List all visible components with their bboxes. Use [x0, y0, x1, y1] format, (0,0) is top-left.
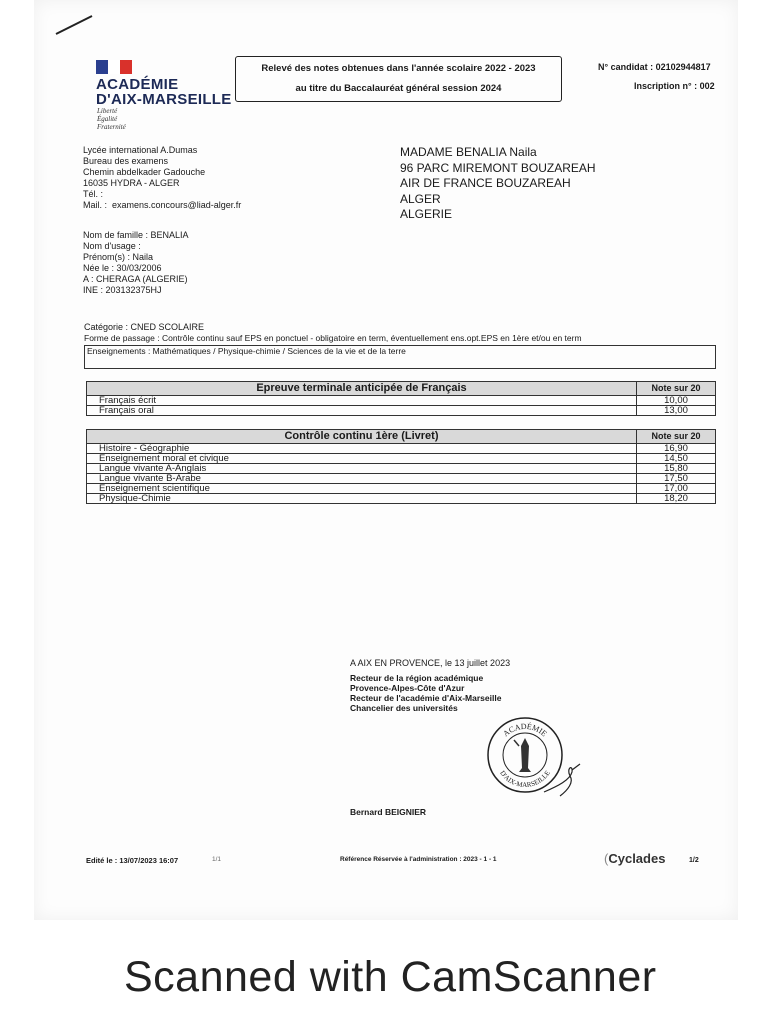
document-title-box [235, 56, 562, 102]
page-small: 1/1 [212, 856, 222, 863]
admin-reference: Référence Réservée à l'administration : 2023 - 1 - 1 [340, 856, 497, 863]
note-header: Note sur 20 [637, 382, 716, 396]
table-row: Français oral 13,00 [87, 406, 716, 416]
table-title: Contrôle continu 1ère (Livret) [87, 430, 637, 444]
document-title: Relevé des notes obtenues dans l'année scolaire 2022 - 2023 [261, 63, 536, 74]
passage-line: Forme de passage : Contrôle continu sauf EPS en ponctuel - obligatoire en term, éventuellement ens.opt.EPS en 1ère et/ou en term [84, 333, 582, 343]
republic-motto: Liberté Égalité Fraternité [97, 107, 126, 131]
signature-icon [540, 752, 590, 802]
table-row: Enseignement scientifique 17,00 [87, 484, 716, 494]
signatory-name: Bernard BEIGNIER [350, 807, 427, 817]
candidate-number: N° candidat : 02102944817 [598, 62, 711, 72]
cyclades-logo: (Cyclades [604, 851, 666, 866]
inscription-number: Inscription n° : 002 [634, 81, 715, 91]
table-row: Physique-Chimie 18,20 [87, 494, 716, 504]
table-row: Enseignement moral et civique 14,50 [87, 454, 716, 464]
academie-logo: ACADÉMIE D'AIX-MARSEILLE [96, 76, 232, 108]
document-subtitle: au titre du Baccalauréat général session 2024 [295, 83, 502, 94]
svg-text:ACADÉMIE [501, 721, 548, 738]
table-row: Langue vivante A-Anglais 15,80 [87, 464, 716, 474]
place-date: A AIX EN PROVENCE, le 13 juillet 2023 [350, 658, 511, 668]
camscanner-watermark: Scanned with CamScanner [124, 953, 657, 1001]
student-identity: Nom de famille : BENALIA Nom d'usage : Prénom(s) : Naila Née le : 30/03/2006 A : CHERAGA (ALGERIE) INE : 203132375HJ [83, 230, 189, 295]
edited-date: Edité le : 13/07/2023 16:07 [86, 856, 179, 865]
table-title: Epreuve terminale anticipée de Français [87, 382, 637, 396]
stamp-bottom-text: D'AIX-MARSEILLE [498, 769, 552, 790]
table-row: Langue vivante B-Arabe 17,50 [87, 474, 716, 484]
table-row: Français écrit 10,00 [87, 396, 716, 406]
continuous-assessment-table [86, 429, 716, 504]
french-exam-table [86, 381, 716, 416]
table-row: Histoire - Géographie 16,90 [87, 444, 716, 454]
school-info: Lycée international A.Dumas Bureau des examens Chemin abdelkader Gadouche 16035 HYDRA - ALGER Tél. : Mail. : examens.concours@liad-alger.fr [83, 145, 242, 210]
marianne-logo-icon [96, 60, 134, 74]
page-number: 1/2 [689, 857, 699, 864]
category-line: Catégorie : CNED SCOLAIRE [84, 322, 205, 332]
note-header: Note sur 20 [637, 430, 716, 444]
enseignements-box: Enseignements : Mathématiques / Physique-chimie / Sciences de la vie et de la terre [84, 345, 716, 369]
signatory-roles: Recteur de la région académique Provence-Alpes-Côte d'Azur Recteur de l'académie d'Aix-Marseille Chancelier des universités [350, 673, 502, 713]
recipient-address: MADAME BENALIA Naila 96 PARC MIREMONT BOUZAREAH AIR DE FRANCE BOUZAREAH ALGER ALGERIE [400, 145, 596, 221]
pen-mark [52, 10, 98, 40]
stamp-top-text: ACADÉMIE [501, 721, 549, 739]
school-email: examens.concours@liad-alger.fr [112, 200, 242, 210]
